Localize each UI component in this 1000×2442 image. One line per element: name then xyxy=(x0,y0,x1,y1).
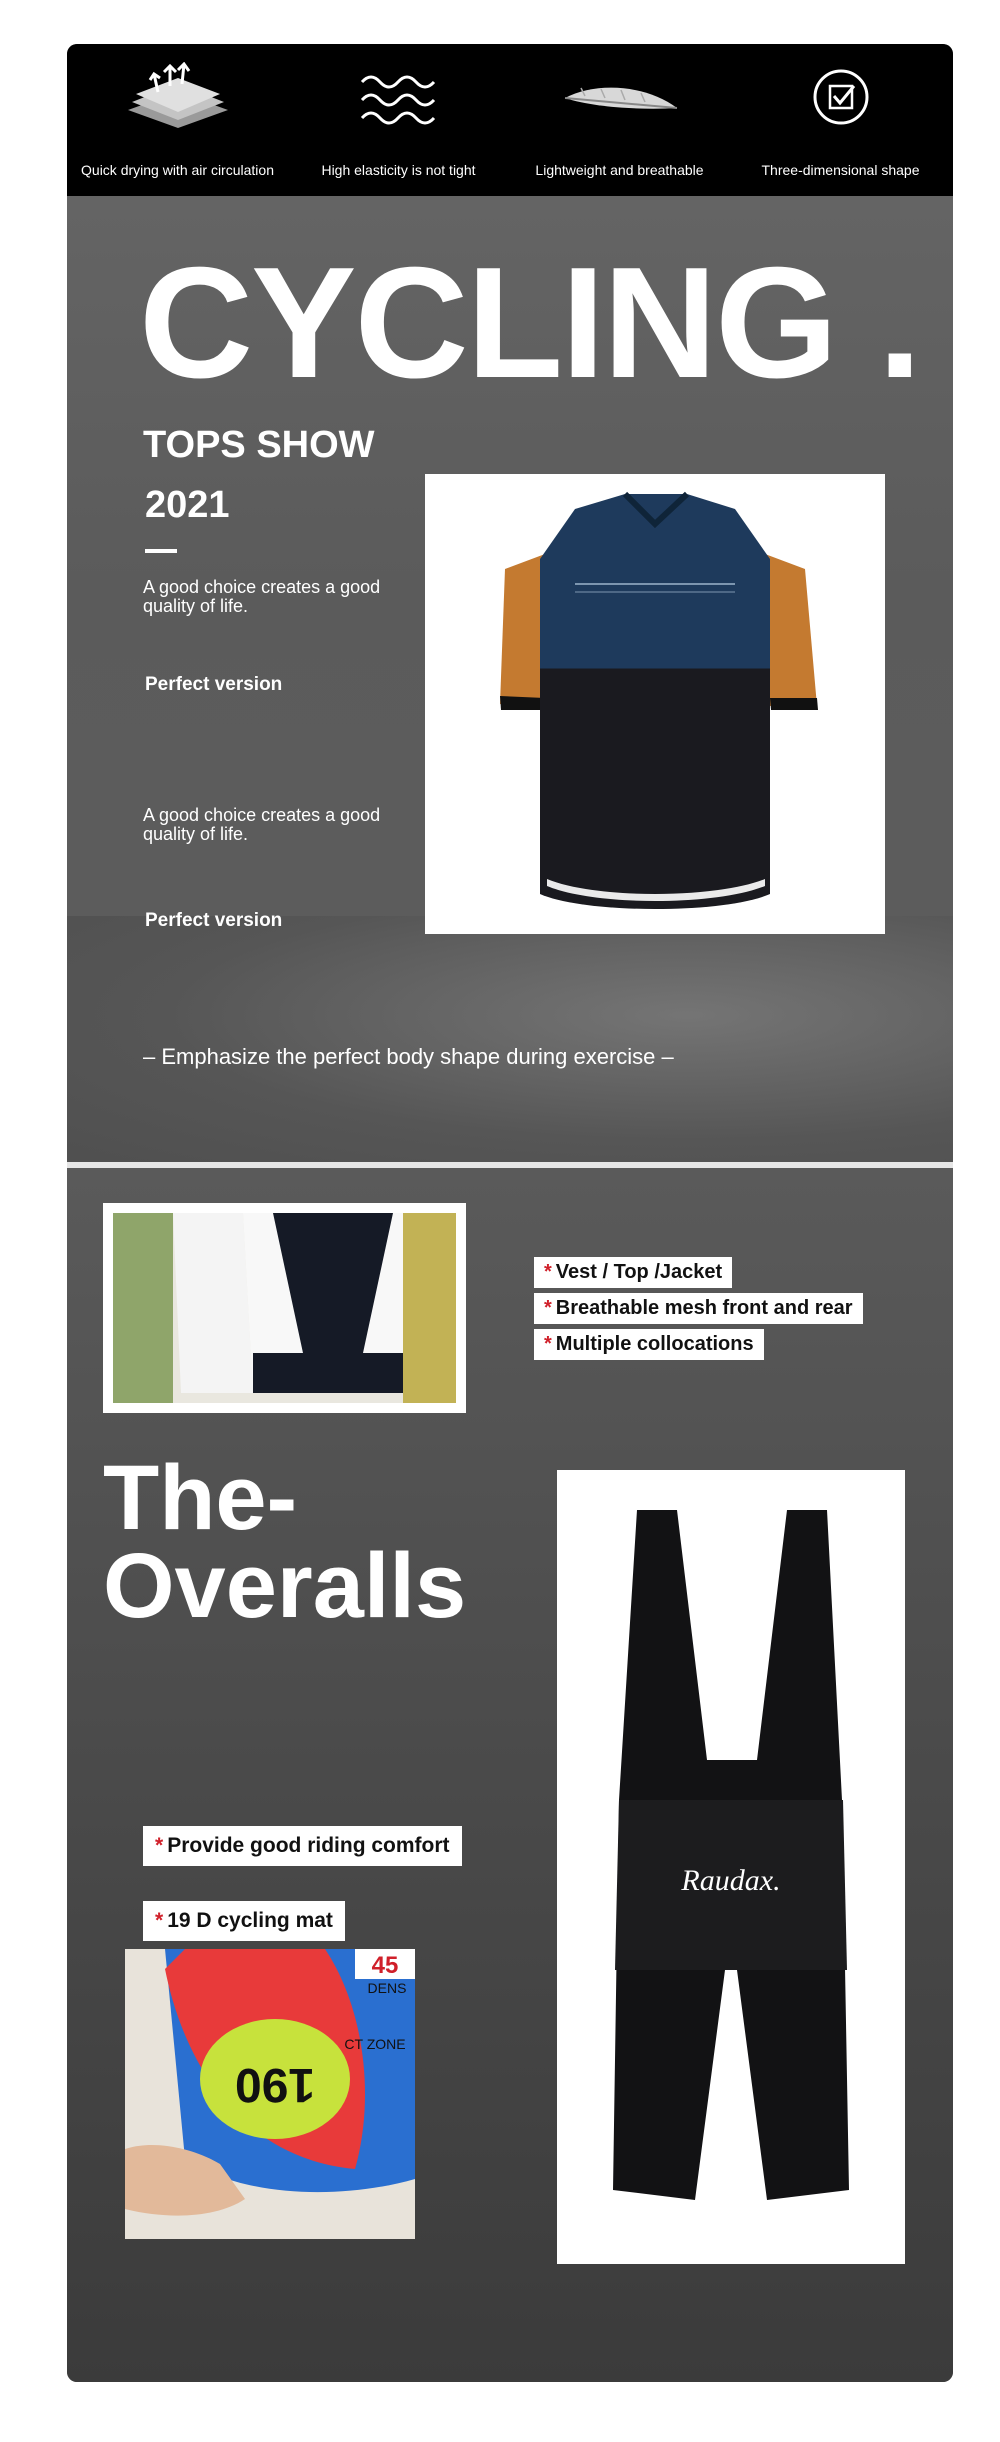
cycling-pad-photo xyxy=(125,1949,415,2239)
feature-chip: * Breathable mesh front and rear xyxy=(534,1293,863,1324)
hero-label: Perfect version xyxy=(145,910,283,931)
hero-subtitle: TOPS SHOW xyxy=(143,424,375,466)
pad-tag-number: 45 xyxy=(371,1952,399,1979)
cyclist-background-photo xyxy=(67,916,953,1164)
hero-title: CYCLING . xyxy=(139,235,920,411)
feature-bar xyxy=(67,44,953,196)
overalls-title-line: Overalls xyxy=(103,1535,467,1637)
feature-lightweight xyxy=(509,44,730,196)
mesh-back-photo xyxy=(103,1203,466,1413)
feature-chip: * Multiple collocations xyxy=(534,1329,764,1360)
feature-chip: * 19 D cycling mat xyxy=(143,1901,345,1941)
pad-tag-word: DENS xyxy=(367,1980,407,1996)
feature-label: High elasticity is not tight xyxy=(321,162,476,178)
hero-emphasis: – Emphasize the perfect body shape during exercise – xyxy=(143,1044,674,1069)
check-circle-icon xyxy=(806,62,876,132)
layered-fabric-icon xyxy=(118,62,238,142)
feature-label: Quick drying with air circulation xyxy=(81,162,274,178)
feature-label: Lightweight and breathable xyxy=(535,162,704,178)
bib-shorts-illustration xyxy=(557,1470,905,2264)
cycling-pad-illustration xyxy=(125,1949,415,2239)
mesh-back-illustration xyxy=(103,1203,466,1413)
feature-quick-drying xyxy=(67,44,288,196)
feature-label: Three-dimensional shape xyxy=(761,162,920,178)
pad-zone-text: CT ZONE xyxy=(344,2036,406,2052)
hero-label: Perfect version xyxy=(145,674,283,695)
product-card xyxy=(67,44,953,2382)
pad-density-number: 190 xyxy=(234,2058,316,2111)
jersey-illustration xyxy=(425,474,885,934)
feature-elasticity xyxy=(288,44,509,196)
feature-shape xyxy=(730,44,951,196)
overalls-title xyxy=(103,1447,467,1637)
overalls-title-line: The- xyxy=(103,1447,298,1549)
feather-icon xyxy=(555,62,685,132)
hero-divider xyxy=(145,549,177,553)
hero-year: 2021 xyxy=(145,484,230,526)
wave-lines-icon xyxy=(354,62,444,132)
hero-paragraph: A good choice creates a good quality of life. xyxy=(143,577,381,616)
feature-chip: * Provide good riding comfort xyxy=(143,1826,462,1866)
bib-shorts-image xyxy=(557,1470,905,2264)
bib-brand-logo: Raudax. xyxy=(681,1864,781,1897)
feature-chip: * Vest / Top /Jacket xyxy=(534,1257,732,1288)
jersey-image xyxy=(425,474,885,934)
hero-paragraph: A good choice creates a good quality of life. xyxy=(143,805,381,844)
